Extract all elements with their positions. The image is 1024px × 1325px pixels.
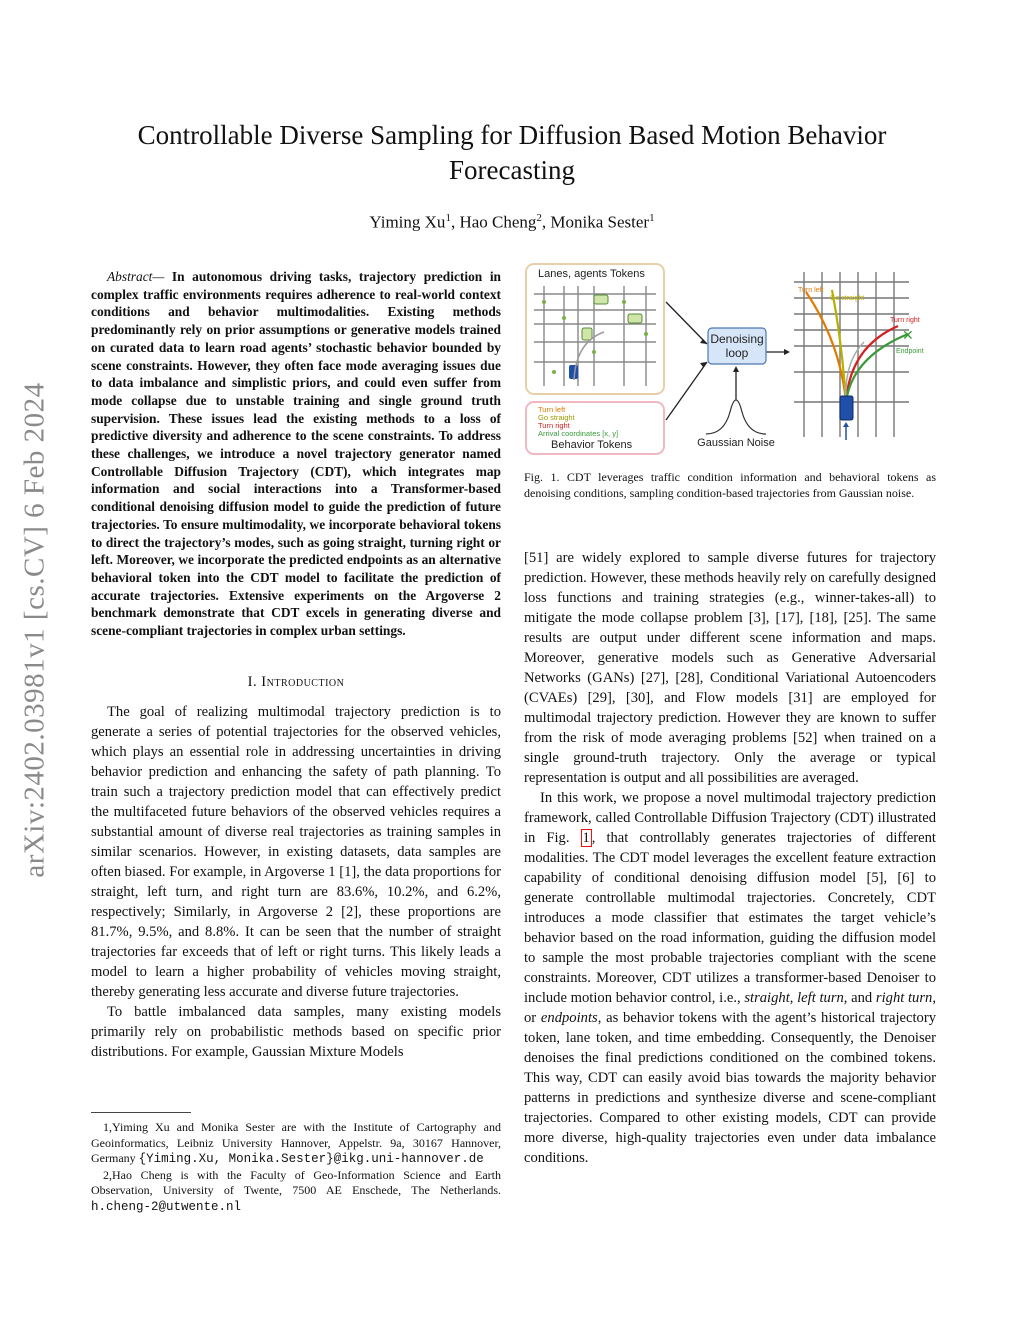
footnote-2: 2,Hao Cheng is with the Faculty of Geo-Information Science and Earth Observation, University of Twente, 7500 AE Enschede, The Netherlands. h.cheng-2@utwente.nl — [91, 1167, 501, 1214]
paragraph: The goal of realizing multimodal trajectory prediction is to generate a series of potential trajectories for the observed vehicles, which plays an essential role in addressing uncertainties in driving behavior prediction and enhancing the safety of path planning. To train such a trajectory prediction model that can effectively predict the multifaceted future behaviors of the observed vehicles requires a substantial amount of diverse real trajectories as training samples in similar scenarios. However, in existing datasets, data samples are often biased. For example, in Argoverse 1 [1], the data proportions for straight, left turn, and right turn are 83.6%, 10.2%, and 6.2%, respectively; Similarly, in Argoverse 2 [2], these proportions are 81.7%, 9.5%, and 8.8%. It can be seen that the number of straight trajectories far exceeds that of left or right turns. This likely leads a model to learn a higher probability of vehicles moving straight, thereby generating less accurate and diverse future trajectories. — [91, 704, 501, 1000]
out-turn-right-label: Turn right — [890, 317, 920, 324]
agent-vehicle — [628, 314, 642, 323]
ego-vehicle-output — [840, 396, 853, 420]
gaussian-curve — [706, 400, 766, 434]
intro-right-column — [524, 548, 936, 1168]
trajectory-turn-right — [846, 326, 898, 402]
lanes-token-label: Lanes, agents Tokens — [538, 268, 645, 280]
behavior-item-arrival: Arrival coordinates [x, y] — [538, 429, 619, 438]
intro-left-column — [91, 702, 501, 1062]
figure-caption: Fig. 1. CDT leverages traffic condition information and behavioral tokens as denoising conditions, sampling condition-based trajectories from Gaussian noise. — [524, 470, 936, 500]
footnote-rule — [91, 1112, 191, 1113]
endpoint-marker: ✕ — [902, 328, 914, 344]
paper-title: Controllable Diverse Sampling for Diffusion Based Motion Behavior Forecasting — [137, 120, 887, 185]
section-heading: I. Introduction — [247, 674, 345, 690]
lanes-token-box — [526, 264, 664, 394]
loop-label: loop — [725, 346, 749, 360]
author-list: Yiming Xu$^1$, Hao Cheng$^2$, Monika Sester$^1$ — [369, 212, 655, 232]
abstract-text: In autonomous driving tasks, trajectory prediction in complex traffic environments requires adherence to real-world context conditions and behavior multimodalities. Existing methods predominantly rely on prior assumptions or generative models trained on curated data to learn road agents’ stochastic behavior bounded by scene constraints. However, they often face mode averaging issues due to data imbalance and simplistic priors, and could even suffer from mode collapse due to unstable training and single ground truth supervision. These issues lead the existing methods to a loss of predictive diversity and adherence to the scene constraints. To address these challenges, we introduce a novel trajectory generator named Controllable Diffusion Trajectory (CDT), which integrates map information and social interactions into a Transformer-based conditional denoising diffusion model to guide the prediction of future trajectories. To ensure multimodality, we incorporate behavioral tokens to direct the trajectory’s modes, such as going straight, turning right or left. Moreover, we incorporate the predicted endpoints as an alternative behavioral token into the CDT model to facilitate the prediction of accurate trajectories. Extensive experiments on the Argoverse 2 benchmark demonstrate that CDT excels in generating diverse and scene-compliant trajectories in complex urban settings. — [91, 269, 501, 639]
author-name: Hao Cheng — [459, 212, 537, 232]
behavior-item-go-straight: Go straight — [538, 413, 575, 422]
out-endpoint-label: Endpoint — [896, 348, 924, 355]
trajectory-endpoint — [846, 334, 908, 402]
paragraph: [51] are widely explored to sample diverse futures for trajectory prediction. However, these methods heavily rely on carefully designed loss functions and training strategies (e.g., winner-takes-all) to mitigate the mode collapse problem [3], [17], [18], [25]. The same results are output under different scene information and maps. Moreover, generative models such as Generative Adversarial Networks (GANs) [27], [28], Conditional Variational Autoencoders (CVAEs) [29], [30], and Flow models [31] are employed for multimodal trajectory prediction. However they are known to suffer from the risk of mode averaging problems [52] when trained on a single ground-truth trajectory. Only the average or typical representation is output and all possibilities are averaged. — [524, 550, 936, 786]
footnote-1: 1,Yiming Xu and Monika Sester are with the Institute of Cartography and Geoinformatics, Leibniz University Hannover, Appelstr. 9a, 30167 Hannover, Germany {Yiming.Xu, Monika.Sester}@ikg.uni-hannover.de — [91, 1120, 501, 1166]
figure-reference-link[interactable]: 1 — [582, 830, 590, 846]
arxiv-watermark — [10, 300, 60, 960]
footnotes — [91, 1120, 501, 1215]
author-name: Monika Sester — [550, 212, 650, 232]
denoising-label: Denoising — [710, 332, 764, 346]
abstract — [91, 268, 501, 640]
out-turn-left-label: Turn left — [798, 287, 824, 294]
figure-1 — [524, 262, 936, 457]
abstract-label: Abstract— — [107, 269, 165, 284]
paragraph: In this work, we propose a novel multimodal trajectory prediction framework, called Controllable Diffusion Trajectory (CDT) illustrated in Fig. 1 , that controllably generates trajectories of different modalities. The CDT model leverages the excellent feature extraction capability of conditional denoising diffusion model [5], [6] to generate controllable multimodal trajectories. Concretely, CDT introduces a mode classifier that estimates the target vehicle’s behavior based on the road information, guiding the diffusion model to sample the most probable trajectories compliant with the scene constraints. Moreover, CDT utilizes a transformer-based Denoiser to include motion behavior control, i.e., straight, left turn, and right turn, or endpoints, as behavior tokens with the agent’s historical trajectory token, lane token, and time embedding. Consequently, the Denoiser denoises the final predictions conditioned on the combined tokens. This way, CDT can easily avoid bias towards the majority behavior patterns in predictions and synthesize diverse and scene-compliant trajectories. Compared to other existing models, CDT can provide more diverse, high-quality trajectories even under data imbalance conditions. — [524, 790, 936, 1166]
arxiv-id: arXiv:2402.03981v1 [cs.CV] 6 Feb 2024 — [18, 382, 51, 878]
author-name: Yiming Xu — [369, 212, 446, 232]
behavior-token-label: Behavior Tokens — [551, 439, 633, 451]
behavior-item-turn-left: Turn left — [538, 405, 566, 414]
agent-vehicle — [594, 295, 608, 304]
out-go-straight-label: Go straight — [830, 295, 865, 302]
behavior-item-turn-right: Turn right — [538, 421, 570, 430]
gaussian-noise-label: Gaussian Noise — [697, 437, 775, 449]
agent-vehicle — [582, 328, 592, 340]
paragraph: To battle imbalanced data samples, many existing models primarily rely on probabilistic methods based on specific prior distributions. For example, Gaussian Mixture Models — [91, 1004, 501, 1060]
